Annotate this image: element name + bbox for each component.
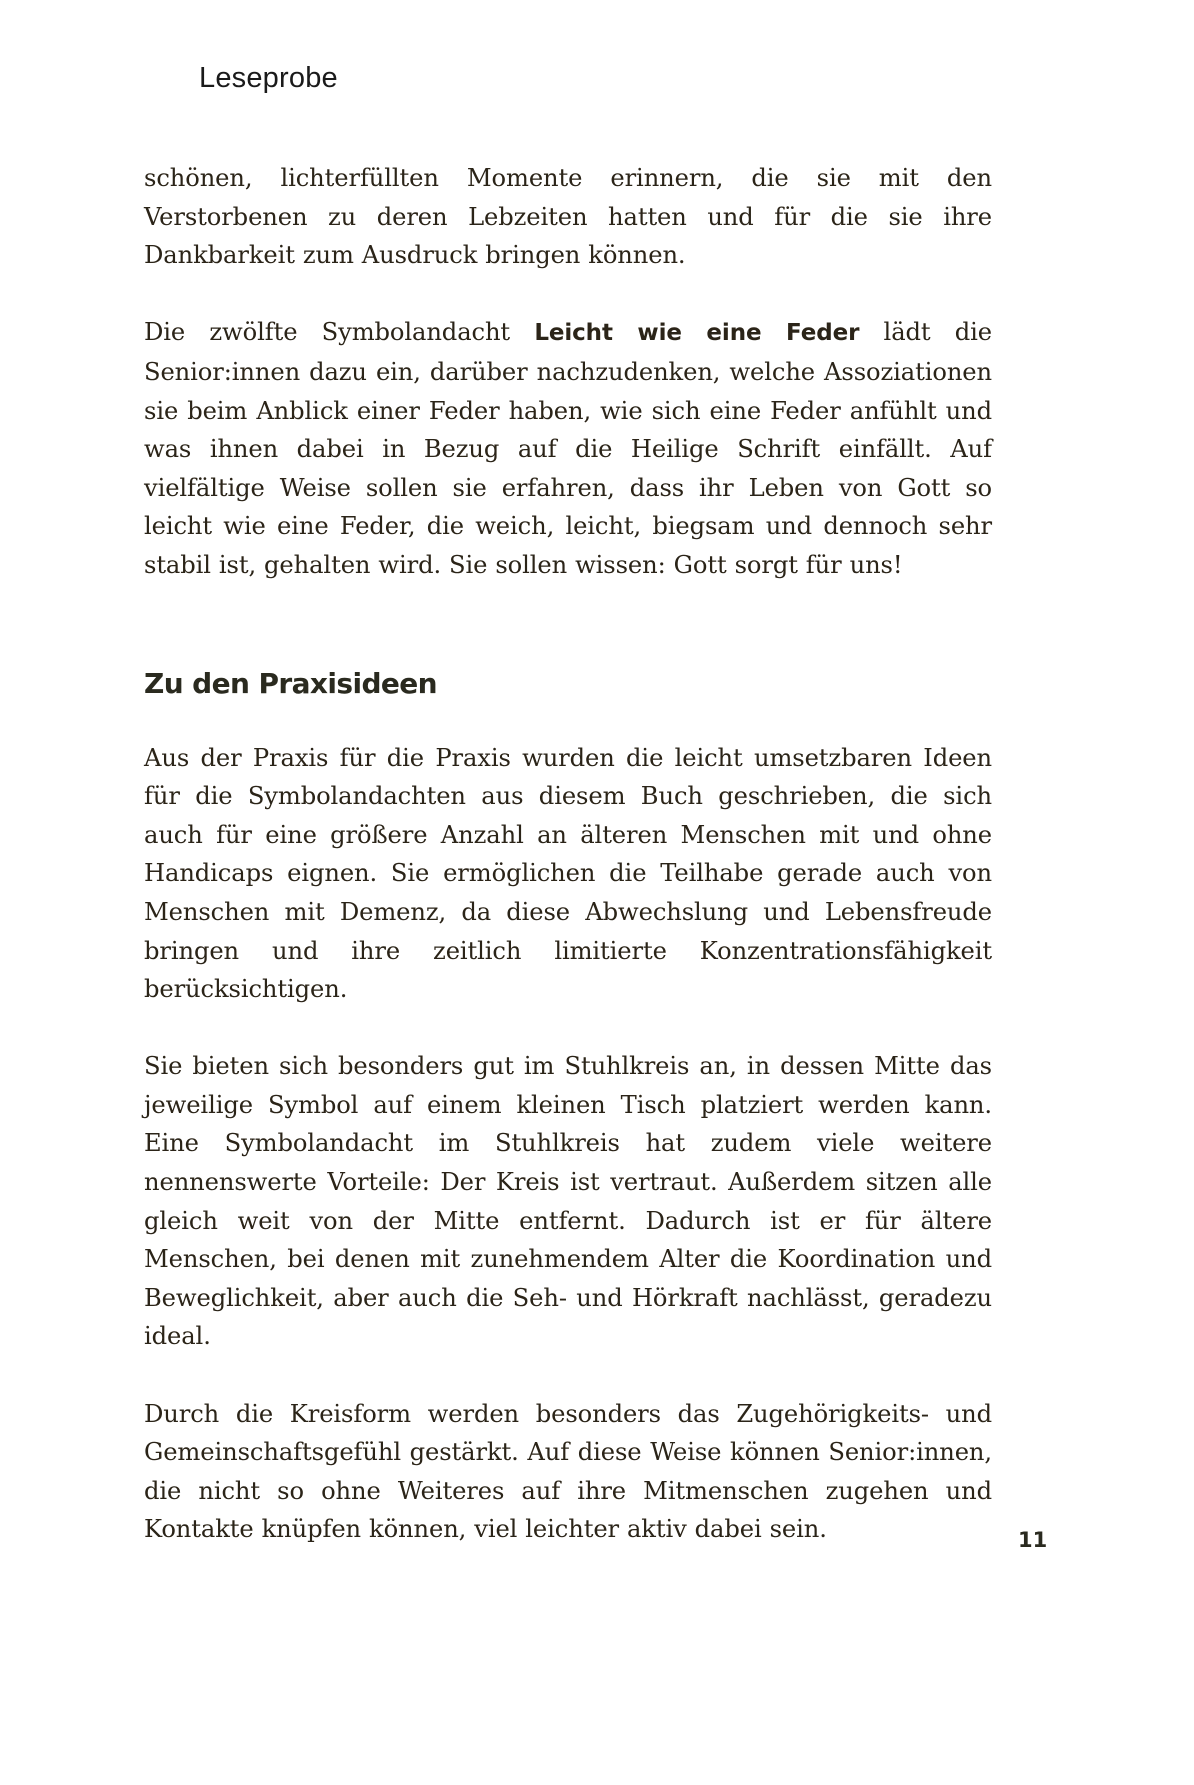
paragraph-continuation: schönen, lichterfüllten Momente erinnern, die sie mit den Verstorbenen zu deren Lebzeiten hatten und für die sie ihre Dankbarkeit zum Ausdruck bringen können. (144, 164, 992, 270)
paragraph-chair-circle: Sie bieten sich besonders gut im Stuhlkreis an, in dessen Mitte das jeweilige Symbol auf einem kleinen Tisch platziert werden kann. Eine Symbolandacht im Stuhlkreis hat zudem viele weitere nennenswerte Vorteile: Der Kreis ist vertraut. Außerdem sitzen alle gleich weit von der Mitte entfernt. Dadurch ist er für ältere Menschen, bei denen mit zunehmendem Alter die Koordination und Beweglichkeit, aber auch die Seh- und Hörkraft nachlässt, geradezu ideal. (144, 1052, 992, 1351)
paragraph-practice-ideas: Aus der Praxis für die Praxis wurden die leicht umsetzbaren Ideen für die Symbolandachten aus diesem Buch geschrieben, die sich auch für eine größere Anzahl an älteren Menschen mit und ohne Handicaps eignen. Sie ermöglichen die Teilhabe gerade auch von Menschen mit Demenz, da diese Abwechslung und Lebensfreude bringen und ihre zeitlich limitierte Konzentrationsfähigkeit berücksichtigen. (144, 743, 992, 1004)
page-header-label: Leseprobe (199, 62, 338, 94)
main-text (144, 159, 992, 1549)
paragraph-text-rest: lädt die Senior:innen dazu ein, darüber nachzudenken, welche Assoziationen sie beim Anblick einer Feder haben, wie sich eine Feder anfühlt und was ihnen dabei in Bezug auf die Heilige Schrift einfällt. Auf vielfältige Weise sollen sie erfahren, dass ihr Leben von Gott so leicht wie eine Feder, die weich, leicht, biegsam und dennoch sehr stabil ist, gehalten wird. Sie sollen wissen: Gott sorgt für uns! (144, 318, 992, 579)
paragraph-circle-form: Durch die Kreisform werden besonders das Zugehörigkeits- und Gemeinschaftsgefühl gestärkt. Auf diese Weise können Senior:innen, die nicht so ohne Weiteres auf ihre Mitmenschen zugehen und Kontakte knüpfen können, viel leichter aktiv dabei sein. (144, 1399, 992, 1544)
paragraph-text-start: Die zwölfte Symbolandacht (144, 318, 535, 347)
emphasized-title: Leicht wie eine Feder (534, 320, 860, 347)
page-number: 11 (1018, 1528, 1048, 1552)
section-heading: Zu den Praxisideen (144, 666, 438, 700)
paragraph-symbol-feather (144, 313, 992, 584)
